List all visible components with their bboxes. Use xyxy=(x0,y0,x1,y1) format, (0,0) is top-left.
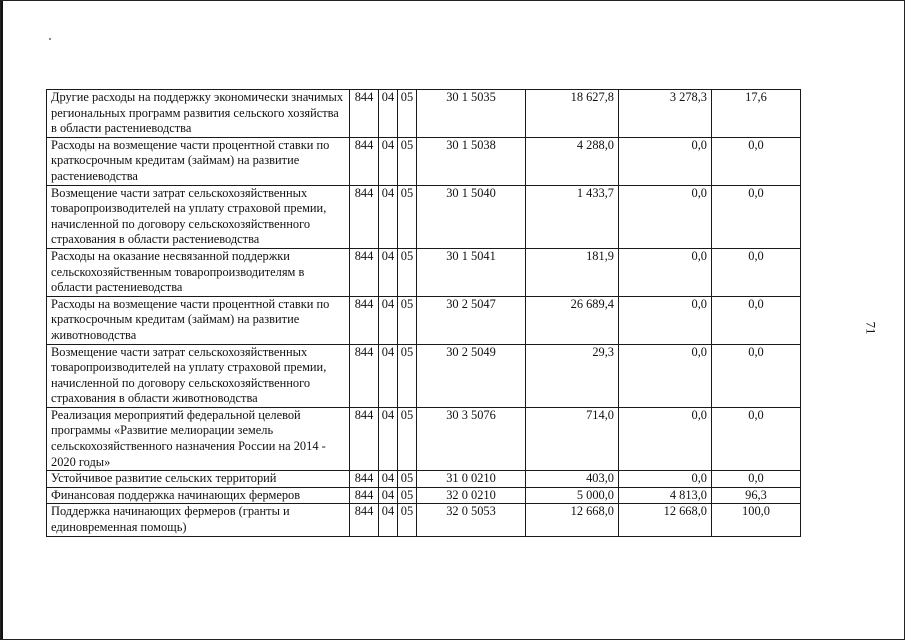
row-pct: 0,0 xyxy=(712,137,801,185)
row-csr: 31 0 0210 xyxy=(417,471,526,488)
row-rz: 04 xyxy=(379,248,398,296)
row-pct: 0,0 xyxy=(712,185,801,248)
row-pct: 0,0 xyxy=(712,344,801,407)
budget-table-body xyxy=(47,90,801,537)
row-ved: 844 xyxy=(350,185,379,248)
row-pr: 05 xyxy=(398,504,417,536)
row-pr: 05 xyxy=(398,90,417,138)
row-fact: 0,0 xyxy=(619,407,712,470)
row-rz: 04 xyxy=(379,407,398,470)
table-row xyxy=(47,504,801,536)
row-name: Расходы на оказание несвязанной поддержки сельскохозяйственным товаропроизводителям в области растениеводства xyxy=(47,248,350,296)
row-pr: 05 xyxy=(398,487,417,504)
row-pct: 100,0 xyxy=(712,504,801,536)
row-pct: 96,3 xyxy=(712,487,801,504)
row-ved: 844 xyxy=(350,296,379,344)
row-pr: 05 xyxy=(398,248,417,296)
row-pr: 05 xyxy=(398,137,417,185)
table-row xyxy=(47,487,801,504)
row-plan: 29,3 xyxy=(526,344,619,407)
row-fact: 3 278,3 xyxy=(619,90,712,138)
row-pct: 0,0 xyxy=(712,407,801,470)
row-fact: 0,0 xyxy=(619,137,712,185)
row-plan: 4 288,0 xyxy=(526,137,619,185)
row-pr: 05 xyxy=(398,344,417,407)
row-ved: 844 xyxy=(350,471,379,488)
row-ved: 844 xyxy=(350,248,379,296)
row-csr: 30 1 5035 xyxy=(417,90,526,138)
budget-table xyxy=(46,89,801,537)
row-name: Расходы на возмещение части процентной ставки по краткосрочным кредитам (займам) на развитие животноводства xyxy=(47,296,350,344)
table-row xyxy=(47,344,801,407)
row-pr: 05 xyxy=(398,185,417,248)
row-csr: 32 0 0210 xyxy=(417,487,526,504)
row-name: Другие расходы на поддержку экономически значимых региональных программ развития сельского хозяйства в области растениеводства xyxy=(47,90,350,138)
row-rz: 04 xyxy=(379,344,398,407)
row-ved: 844 xyxy=(350,407,379,470)
table-row xyxy=(47,471,801,488)
row-ved: 844 xyxy=(350,137,379,185)
row-plan: 714,0 xyxy=(526,407,619,470)
row-pct: 17,6 xyxy=(712,90,801,138)
row-pct: 0,0 xyxy=(712,296,801,344)
row-csr: 30 1 5040 xyxy=(417,185,526,248)
row-name: Возмещение части затрат сельскохозяйственных товаропроизводителей на уплату страховой премии, начисленной по договору сельскохозяйственного страхования в области животноводства xyxy=(47,344,350,407)
row-rz: 04 xyxy=(379,137,398,185)
row-pct: 0,0 xyxy=(712,471,801,488)
table-row xyxy=(47,296,801,344)
row-ved: 844 xyxy=(350,487,379,504)
table-row xyxy=(47,248,801,296)
scan-speck xyxy=(49,38,51,40)
row-plan: 181,9 xyxy=(526,248,619,296)
row-pct: 0,0 xyxy=(712,248,801,296)
row-csr: 32 0 5053 xyxy=(417,504,526,536)
row-csr: 30 1 5041 xyxy=(417,248,526,296)
row-name: Финансовая поддержка начинающих фермеров xyxy=(47,487,350,504)
row-name: Возмещение части затрат сельскохозяйственных товаропроизводителей на уплату страховой премии, начисленной по договору сельскохозяйственного страхования в области растениеводства xyxy=(47,185,350,248)
row-rz: 04 xyxy=(379,90,398,138)
row-name: Устойчивое развитие сельских территорий xyxy=(47,471,350,488)
row-pr: 05 xyxy=(398,407,417,470)
row-plan: 403,0 xyxy=(526,471,619,488)
row-csr: 30 2 5047 xyxy=(417,296,526,344)
table-row xyxy=(47,185,801,248)
row-plan: 5 000,0 xyxy=(526,487,619,504)
row-plan: 12 668,0 xyxy=(526,504,619,536)
row-name: Расходы на возмещение части процентной ставки по краткосрочным кредитам (займам) на развитие растениеводства xyxy=(47,137,350,185)
row-pr: 05 xyxy=(398,296,417,344)
row-rz: 04 xyxy=(379,296,398,344)
row-fact: 0,0 xyxy=(619,344,712,407)
page-number: 71 xyxy=(863,321,879,335)
row-fact: 0,0 xyxy=(619,471,712,488)
row-ved: 844 xyxy=(350,90,379,138)
row-csr: 30 2 5049 xyxy=(417,344,526,407)
row-rz: 04 xyxy=(379,185,398,248)
row-fact: 0,0 xyxy=(619,296,712,344)
row-ved: 844 xyxy=(350,504,379,536)
row-name: Реализация мероприятий федеральной целевой программы «Развитие мелиорации земель сельскохозяйственного назначения России на 2014 - 2020 годы» xyxy=(47,407,350,470)
row-csr: 30 3 5076 xyxy=(417,407,526,470)
table-row xyxy=(47,407,801,470)
left-edge-line xyxy=(1,1,3,639)
row-name: Поддержка начинающих фермеров (гранты и единовременная помощь) xyxy=(47,504,350,536)
row-rz: 04 xyxy=(379,487,398,504)
row-plan: 1 433,7 xyxy=(526,185,619,248)
row-csr: 30 1 5038 xyxy=(417,137,526,185)
row-fact: 0,0 xyxy=(619,248,712,296)
row-fact: 12 668,0 xyxy=(619,504,712,536)
row-rz: 04 xyxy=(379,504,398,536)
row-ved: 844 xyxy=(350,344,379,407)
row-pr: 05 xyxy=(398,471,417,488)
row-fact: 0,0 xyxy=(619,185,712,248)
row-fact: 4 813,0 xyxy=(619,487,712,504)
table-row xyxy=(47,90,801,138)
row-rz: 04 xyxy=(379,471,398,488)
row-plan: 18 627,8 xyxy=(526,90,619,138)
table-row xyxy=(47,137,801,185)
row-plan: 26 689,4 xyxy=(526,296,619,344)
